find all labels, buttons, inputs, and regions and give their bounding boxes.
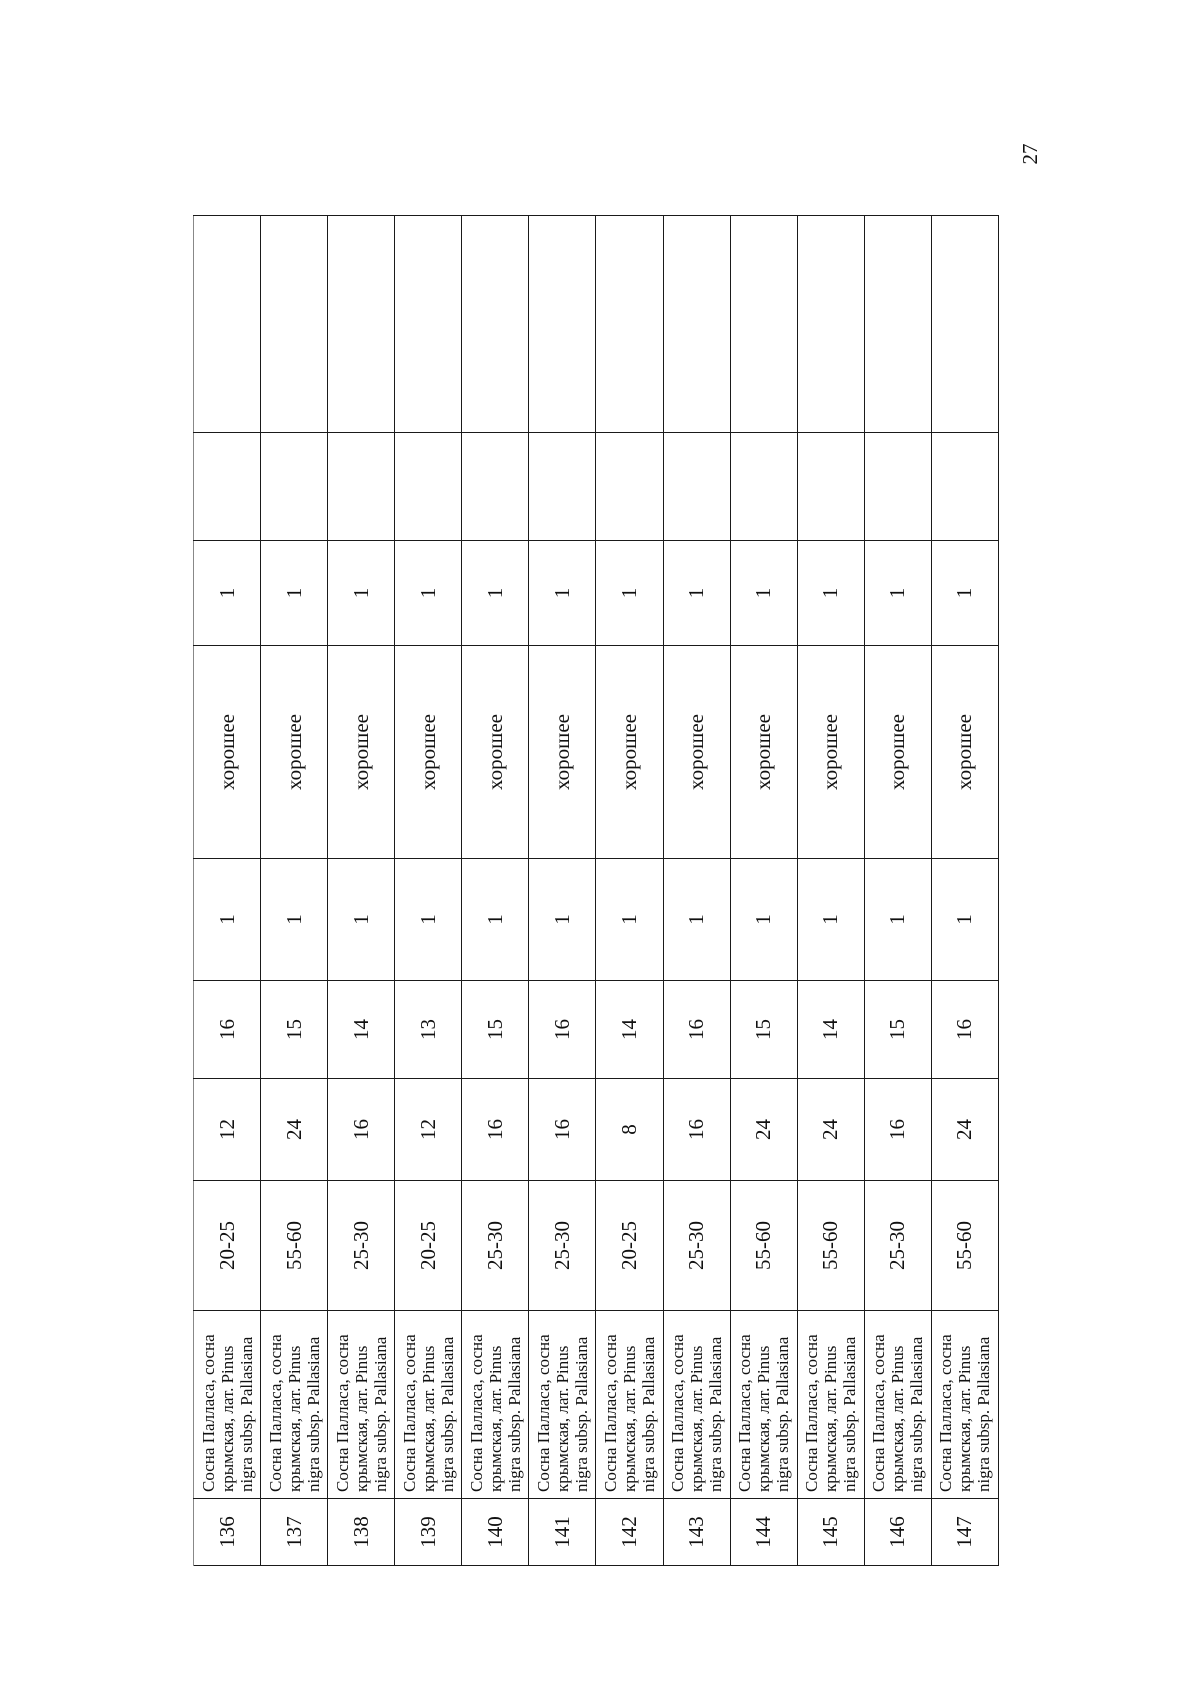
cell-count: 1 xyxy=(596,859,663,981)
cell-note-2 xyxy=(931,216,998,433)
cell-diameter: 24 xyxy=(797,1079,864,1181)
cell-height: 15 xyxy=(462,981,529,1079)
cell-species: Сосна Палласа, сосна крымская, лат. Pinus nigra subsp. Pallasiana xyxy=(730,1311,797,1499)
cell-height: 15 xyxy=(864,981,931,1079)
cell-note-2 xyxy=(462,216,529,433)
cell-note-1 xyxy=(730,433,797,541)
cell-age: 20-25 xyxy=(395,1181,462,1311)
cell-age: 55-60 xyxy=(931,1181,998,1311)
cell-count: 1 xyxy=(797,859,864,981)
cell-diameter: 16 xyxy=(462,1079,529,1181)
cell-count: 1 xyxy=(395,859,462,981)
cell-age: 55-60 xyxy=(261,1181,328,1311)
cell-species: Сосна Палласа, сосна крымская, лат. Pinus nigra subsp. Pallasiana xyxy=(931,1311,998,1499)
cell-species: Сосна Палласа, сосна крымская, лат. Pinus nigra subsp. Pallasiana xyxy=(194,1311,261,1499)
cell-diameter: 16 xyxy=(864,1079,931,1181)
cell-count-2: 1 xyxy=(864,541,931,646)
cell-count: 1 xyxy=(931,859,998,981)
cell-condition: хорошее xyxy=(596,646,663,859)
cell-age: 25-30 xyxy=(529,1181,596,1311)
cell-diameter: 24 xyxy=(261,1079,328,1181)
cell-number: 143 xyxy=(663,1499,730,1566)
table-body xyxy=(194,216,999,1566)
cell-note-2 xyxy=(864,216,931,433)
cell-condition: хорошее xyxy=(730,646,797,859)
cell-note-1 xyxy=(596,433,663,541)
cell-count-2: 1 xyxy=(663,541,730,646)
page-number: 27 xyxy=(1018,143,1042,165)
cell-condition: хорошее xyxy=(462,646,529,859)
cell-note-2 xyxy=(596,216,663,433)
cell-note-2 xyxy=(797,216,864,433)
cell-note-2 xyxy=(261,216,328,433)
cell-diameter: 12 xyxy=(395,1079,462,1181)
cell-age: 25-30 xyxy=(328,1181,395,1311)
cell-species: Сосна Палласа, сосна крымская, лат. Pinus nigra subsp. Pallasiana xyxy=(797,1311,864,1499)
cell-number: 142 xyxy=(596,1499,663,1566)
table-row xyxy=(395,216,462,1566)
cell-count: 1 xyxy=(663,859,730,981)
cell-number: 139 xyxy=(395,1499,462,1566)
cell-note-1 xyxy=(395,433,462,541)
cell-height: 16 xyxy=(529,981,596,1079)
table-row xyxy=(596,216,663,1566)
table-row xyxy=(864,216,931,1566)
cell-count-2: 1 xyxy=(261,541,328,646)
table-row xyxy=(462,216,529,1566)
cell-note-2 xyxy=(529,216,596,433)
cell-height: 16 xyxy=(194,981,261,1079)
cell-count-2: 1 xyxy=(328,541,395,646)
cell-number: 146 xyxy=(864,1499,931,1566)
cell-condition: хорошее xyxy=(663,646,730,859)
cell-height: 15 xyxy=(261,981,328,1079)
cell-species: Сосна Палласа, сосна крымская, лат. Pinus nigra subsp. Pallasiana xyxy=(663,1311,730,1499)
cell-age: 25-30 xyxy=(864,1181,931,1311)
cell-note-1 xyxy=(194,433,261,541)
cell-condition: хорошее xyxy=(194,646,261,859)
cell-count-2: 1 xyxy=(797,541,864,646)
cell-note-1 xyxy=(328,433,395,541)
cell-number: 138 xyxy=(328,1499,395,1566)
cell-condition: хорошее xyxy=(797,646,864,859)
table-row xyxy=(663,216,730,1566)
cell-height: 16 xyxy=(931,981,998,1079)
cell-note-1 xyxy=(261,433,328,541)
cell-condition: хорошее xyxy=(529,646,596,859)
cell-age: 20-25 xyxy=(194,1181,261,1311)
cell-age: 25-30 xyxy=(462,1181,529,1311)
cell-count-2: 1 xyxy=(730,541,797,646)
cell-count: 1 xyxy=(194,859,261,981)
cell-count-2: 1 xyxy=(931,541,998,646)
cell-note-1 xyxy=(864,433,931,541)
cell-condition: хорошее xyxy=(864,646,931,859)
cell-height: 14 xyxy=(328,981,395,1079)
cell-count-2: 1 xyxy=(194,541,261,646)
cell-note-1 xyxy=(797,433,864,541)
cell-height: 13 xyxy=(395,981,462,1079)
tree-inventory-table xyxy=(193,215,999,1566)
cell-count: 1 xyxy=(462,859,529,981)
cell-diameter: 16 xyxy=(328,1079,395,1181)
cell-species: Сосна Палласа, сосна крымская, лат. Pinus nigra subsp. Pallasiana xyxy=(261,1311,328,1499)
cell-count-2: 1 xyxy=(462,541,529,646)
cell-count-2: 1 xyxy=(395,541,462,646)
cell-note-1 xyxy=(529,433,596,541)
table-row xyxy=(328,216,395,1566)
cell-note-1 xyxy=(663,433,730,541)
cell-height: 14 xyxy=(596,981,663,1079)
table-row xyxy=(194,216,261,1566)
cell-diameter: 16 xyxy=(663,1079,730,1181)
cell-note-1 xyxy=(931,433,998,541)
cell-age: 55-60 xyxy=(730,1181,797,1311)
cell-species: Сосна Палласа, сосна крымская, лат. Pinus nigra subsp. Pallasiana xyxy=(328,1311,395,1499)
cell-count: 1 xyxy=(529,859,596,981)
cell-number: 147 xyxy=(931,1499,998,1566)
cell-height: 14 xyxy=(797,981,864,1079)
cell-note-2 xyxy=(194,216,261,433)
table-row xyxy=(730,216,797,1566)
cell-note-2 xyxy=(663,216,730,433)
cell-diameter: 12 xyxy=(194,1079,261,1181)
cell-age: 25-30 xyxy=(663,1181,730,1311)
cell-species: Сосна Палласа, сосна крымская, лат. Pinus nigra subsp. Pallasiana xyxy=(462,1311,529,1499)
cell-count: 1 xyxy=(261,859,328,981)
cell-age: 20-25 xyxy=(596,1181,663,1311)
cell-diameter: 8 xyxy=(596,1079,663,1181)
cell-condition: хорошее xyxy=(931,646,998,859)
rotated-table-frame xyxy=(193,216,999,1566)
cell-age: 55-60 xyxy=(797,1181,864,1311)
cell-diameter: 24 xyxy=(931,1079,998,1181)
cell-count: 1 xyxy=(328,859,395,981)
cell-species: Сосна Палласа, сосна крымская, лат. Pinus nigra subsp. Pallasiana xyxy=(529,1311,596,1499)
cell-count: 1 xyxy=(730,859,797,981)
cell-count: 1 xyxy=(864,859,931,981)
cell-number: 144 xyxy=(730,1499,797,1566)
cell-condition: хорошее xyxy=(328,646,395,859)
cell-note-2 xyxy=(730,216,797,433)
cell-number: 136 xyxy=(194,1499,261,1566)
table-row xyxy=(797,216,864,1566)
cell-number: 141 xyxy=(529,1499,596,1566)
cell-number: 145 xyxy=(797,1499,864,1566)
table-row xyxy=(261,216,328,1566)
table-container xyxy=(193,216,999,1566)
cell-count-2: 1 xyxy=(529,541,596,646)
table-row xyxy=(931,216,998,1566)
cell-species: Сосна Палласа, сосна крымская, лат. Pinus nigra subsp. Pallasiana xyxy=(596,1311,663,1499)
cell-count-2: 1 xyxy=(596,541,663,646)
cell-diameter: 16 xyxy=(529,1079,596,1181)
cell-species: Сосна Палласа, сосна крымская, лат. Pinus nigra subsp. Pallasiana xyxy=(395,1311,462,1499)
cell-height: 16 xyxy=(663,981,730,1079)
cell-species: Сосна Палласа, сосна крымская, лат. Pinus nigra subsp. Pallasiana xyxy=(864,1311,931,1499)
cell-note-2 xyxy=(328,216,395,433)
cell-number: 137 xyxy=(261,1499,328,1566)
cell-diameter: 24 xyxy=(730,1079,797,1181)
cell-note-2 xyxy=(395,216,462,433)
cell-note-1 xyxy=(462,433,529,541)
table-row xyxy=(529,216,596,1566)
cell-number: 140 xyxy=(462,1499,529,1566)
cell-condition: хорошее xyxy=(395,646,462,859)
cell-condition: хорошее xyxy=(261,646,328,859)
cell-height: 15 xyxy=(730,981,797,1079)
